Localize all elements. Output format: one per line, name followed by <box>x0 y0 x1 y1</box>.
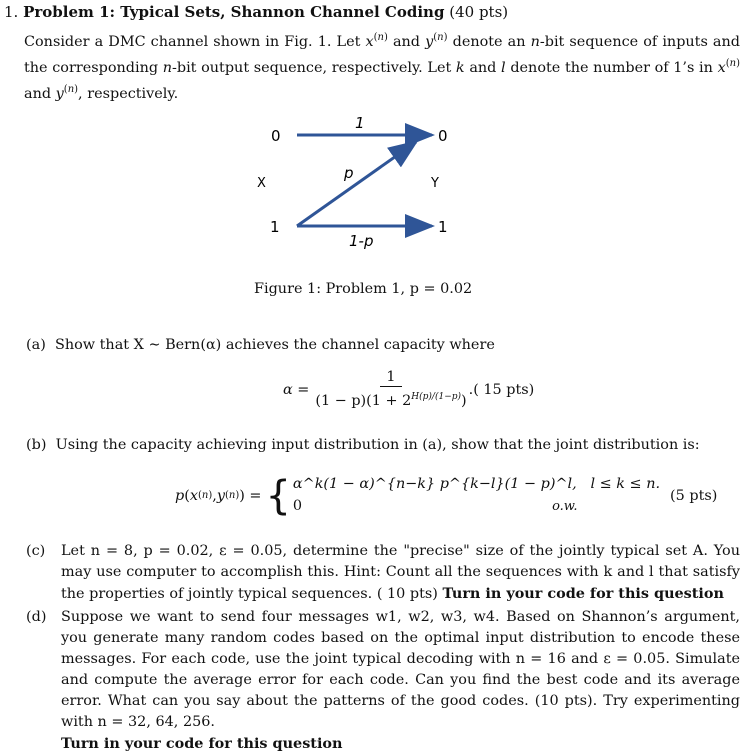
part-c-label: (c) <box>26 543 46 559</box>
output-0-label: 0 <box>438 127 448 145</box>
channel-diagram <box>240 108 470 253</box>
y-label: Y <box>431 176 439 191</box>
top-prob-label: 1 <box>355 114 365 132</box>
part-c-text: Let n = 8, p = 0.02, ε = 0.05, determine the "precise" size of the jointly typical set A. You may use computer to accomplish this. Hint: Count all the sequences with k and l that satisfy the properties of jointly typical sequences. ( 10 pts) Turn in your code for this question <box>61 543 740 602</box>
output-1-label: 1 <box>438 218 448 236</box>
x-label: X <box>257 176 266 191</box>
arrow-1-to-0 <box>297 142 416 226</box>
input-1-label: 1 <box>270 218 280 236</box>
part-d-text: Suppose we want to send four messages w1, w2, w3, w4. Based on Shannon’s argument, you generate many random codes based on the optimal input distribution to encode these messages. For each code, use the joint typical decoding with n = 16 and ε = 0.05. Simulate and compute the average error for each code. Can you find the best code and its average error. What can you say about the patterns of the good codes. (10 pts). Try experimenting with n = 32, 64, 256. Turn in your code for this question <box>61 609 740 752</box>
problem-heading <box>4 3 508 21</box>
problem-number: 1. <box>4 3 19 21</box>
problem-title: Problem 1: Typical Sets, Shannon Channel Coding <box>23 3 445 21</box>
cross-prob-label: p <box>344 164 354 182</box>
bottom-prob-label: 1-p <box>349 232 374 250</box>
part-b-text: (b) Using the capacity achieving input distribution in (a), show that the joint distribution is: <box>26 437 700 453</box>
figure-caption: Figure 1: Problem 1, p = 0.02 <box>254 281 473 297</box>
part-a-text: (a) Show that X ∼ Bern(α) achieves the channel capacity where <box>26 337 495 353</box>
problem-intro: Consider a DMC channel shown in Fig. 1. Let $x^{(n)}$ and $y^{(n)}$ denote an n-bit sequence of inputs and the corresponding n-bit output sequence, respectively. Let k and l denote the number of 1’s in $x^{(n)}$ and $y^{(n)}$, respectively. <box>24 32 740 102</box>
joint-distribution-equation: p ( x (n) , y (n) ) = { α^k(1 − α)^{n−k} p^{k−l}(1 − p)^l, l ≤ k ≤ n. 0 o.w. (5 pts) <box>175 472 718 519</box>
part-d-label: (d) <box>26 609 47 625</box>
alpha-equation: α = $\frac{1}{(1 - p)(1 + 2^{H(p)/(1-p)})}$ .( 15 pts) <box>283 369 535 409</box>
input-0-label: 0 <box>271 127 281 145</box>
problem-points: (40 pts) <box>449 3 509 21</box>
